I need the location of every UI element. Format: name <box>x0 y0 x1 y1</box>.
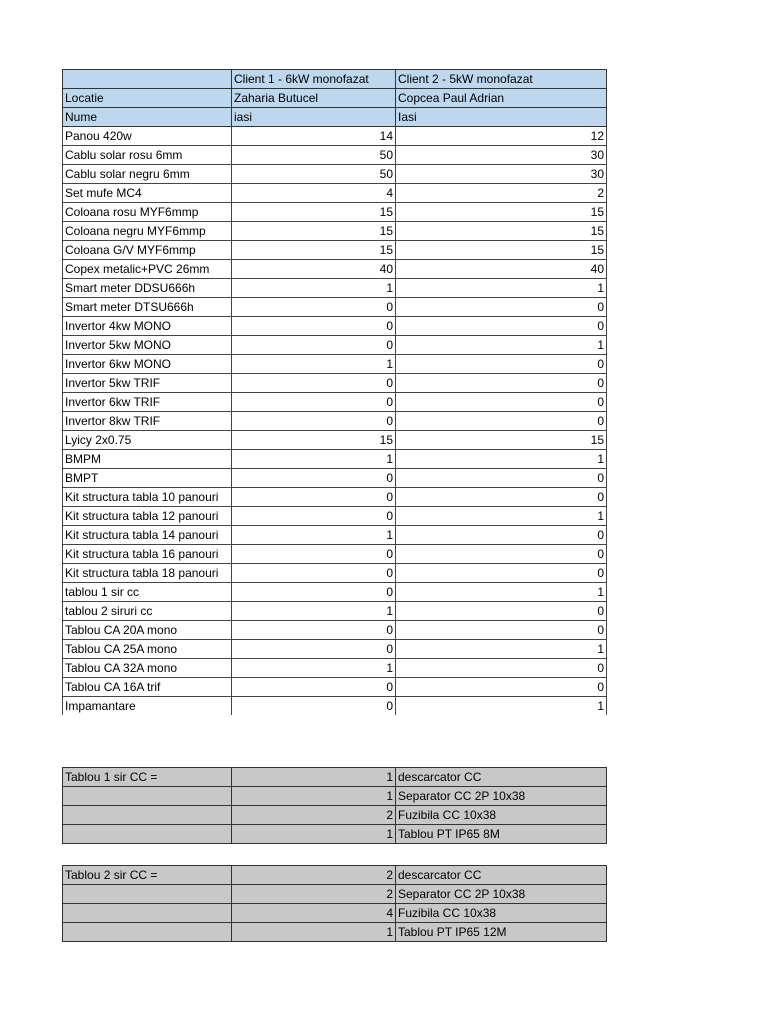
table-row <box>63 787 607 806</box>
table-row <box>63 393 607 412</box>
item-name-cell[interactable]: Invertor 5kw MONO <box>63 336 232 355</box>
item-qty-client1-cell[interactable]: 50 <box>232 165 396 184</box>
table-row <box>63 336 607 355</box>
item-name-cell[interactable]: Kit structura tabla 10 panouri <box>63 488 232 507</box>
item-name-cell[interactable]: Tablou CA 25A mono <box>63 640 232 659</box>
header-cell-locatie-client1[interactable]: Zaharia Butucel <box>232 89 396 108</box>
table-row <box>63 146 607 165</box>
component-qty-cell[interactable]: 2 <box>232 866 396 885</box>
item-name-cell[interactable]: tablou 1 sir cc <box>63 583 232 602</box>
item-name-cell[interactable]: Coloana negru MYF6mmp <box>63 222 232 241</box>
item-name-cell[interactable]: Coloana G/V MYF6mmp <box>63 241 232 260</box>
item-qty-client1-cell[interactable]: 50 <box>232 146 396 165</box>
item-qty-client1-cell[interactable]: 0 <box>232 374 396 393</box>
item-name-cell[interactable]: BMPM <box>63 450 232 469</box>
empty-cell[interactable] <box>63 806 232 825</box>
tablou-label-cell[interactable]: Tablou 2 sir CC = <box>63 866 232 885</box>
item-qty-client2-cell[interactable]: 0 <box>396 564 607 583</box>
table-row <box>63 825 607 844</box>
item-qty-client1-cell[interactable]: 4 <box>232 184 396 203</box>
item-name-cell[interactable]: Cablu solar negru 6mm <box>63 165 232 184</box>
table-row <box>63 260 607 279</box>
table-row <box>63 885 607 904</box>
table-row <box>63 127 607 146</box>
item-qty-client1-cell[interactable]: 1 <box>232 526 396 545</box>
item-name-cell[interactable]: Set mufe MC4 <box>63 184 232 203</box>
item-qty-client1-cell[interactable]: 1 <box>232 279 396 298</box>
table-row <box>63 203 607 222</box>
item-qty-client1-cell[interactable]: 14 <box>232 127 396 146</box>
table-row <box>63 279 607 298</box>
item-qty-client2-cell[interactable]: 0 <box>396 659 607 678</box>
item-qty-client2-cell[interactable]: 1 <box>396 450 607 469</box>
item-qty-client2-cell[interactable]: 2 <box>396 184 607 203</box>
item-qty-client2-cell[interactable]: 0 <box>396 602 607 621</box>
item-qty-client1-cell[interactable]: 0 <box>232 640 396 659</box>
item-name-cell[interactable]: Invertor 6kw TRIF <box>63 393 232 412</box>
header-cell-client1[interactable]: Client 1 - 6kW monofazat <box>232 70 396 89</box>
item-qty-client2-cell[interactable]: 1 <box>396 583 607 602</box>
item-qty-client2-cell[interactable]: 1 <box>396 697 607 716</box>
header-row-locatie <box>63 89 607 108</box>
item-name-cell[interactable]: Kit structura tabla 14 panouri <box>63 526 232 545</box>
component-qty-cell[interactable]: 2 <box>232 806 396 825</box>
item-name-cell[interactable]: Copex metalic+PVC 26mm <box>63 260 232 279</box>
table-row <box>63 241 607 260</box>
table-row <box>63 488 607 507</box>
table-row <box>63 374 607 393</box>
component-desc-cell[interactable]: Fuzibila CC 10x38 <box>396 904 607 923</box>
component-desc-cell[interactable]: Fuzibila CC 10x38 <box>396 806 607 825</box>
table-row <box>63 659 607 678</box>
item-qty-client1-cell[interactable]: 0 <box>232 621 396 640</box>
item-qty-client1-cell[interactable]: 1 <box>232 355 396 374</box>
item-qty-client2-cell[interactable]: 0 <box>396 412 607 431</box>
item-qty-client1-cell[interactable]: 15 <box>232 222 396 241</box>
header-row-clients <box>63 70 607 89</box>
item-name-cell[interactable]: Invertor 8kw TRIF <box>63 412 232 431</box>
item-qty-client2-cell[interactable]: 0 <box>396 488 607 507</box>
item-qty-client1-cell[interactable]: 15 <box>232 431 396 450</box>
item-name-cell[interactable]: Lyicy 2x0.75 <box>63 431 232 450</box>
table-row <box>63 184 607 203</box>
item-name-cell[interactable]: Invertor 4kw MONO <box>63 317 232 336</box>
component-qty-cell[interactable]: 1 <box>232 923 396 942</box>
item-qty-client2-cell[interactable]: 0 <box>396 469 607 488</box>
item-name-cell[interactable]: Panou 420w <box>63 127 232 146</box>
item-name-cell[interactable]: Tablou CA 20A mono <box>63 621 232 640</box>
table-row <box>63 621 607 640</box>
table-row <box>63 640 607 659</box>
component-qty-cell[interactable]: 1 <box>232 787 396 806</box>
item-qty-client2-cell[interactable]: 0 <box>396 393 607 412</box>
header-cell-nume-label[interactable]: Nume <box>63 108 232 127</box>
item-qty-client1-cell[interactable]: 1 <box>232 602 396 621</box>
tablou-1-sir-table <box>62 767 607 844</box>
item-name-cell[interactable]: Kit structura tabla 16 panouri <box>63 545 232 564</box>
item-qty-client2-cell[interactable]: 12 <box>396 127 607 146</box>
item-name-cell[interactable]: Invertor 6kw MONO <box>63 355 232 374</box>
table-row <box>63 317 607 336</box>
item-qty-client2-cell[interactable]: 0 <box>396 298 607 317</box>
item-name-cell[interactable]: BMPT <box>63 469 232 488</box>
item-qty-client2-cell[interactable]: 15 <box>396 431 607 450</box>
empty-cell[interactable] <box>63 923 232 942</box>
item-qty-client2-cell[interactable]: 15 <box>396 203 607 222</box>
table-row <box>63 165 607 184</box>
item-qty-client2-cell[interactable]: 0 <box>396 317 607 336</box>
item-name-cell[interactable]: Impamantare <box>63 697 232 716</box>
header-cell-locatie-client2[interactable]: Copcea Paul Adrian <box>396 89 607 108</box>
table-row <box>63 450 607 469</box>
item-qty-client2-cell[interactable]: 1 <box>396 279 607 298</box>
item-name-cell[interactable]: Cablu solar rosu 6mm <box>63 146 232 165</box>
header-cell-locatie-label[interactable]: Locatie <box>63 89 232 108</box>
item-qty-client2-cell[interactable]: 0 <box>396 678 607 697</box>
item-name-cell[interactable]: Smart meter DDSU666h <box>63 279 232 298</box>
table-row <box>63 355 607 374</box>
item-qty-client2-cell[interactable]: 0 <box>396 355 607 374</box>
item-qty-client2-cell[interactable]: 1 <box>396 640 607 659</box>
item-qty-client2-cell[interactable]: 1 <box>396 336 607 355</box>
item-qty-client2-cell[interactable]: 0 <box>396 621 607 640</box>
tablou-2-sir-table <box>62 865 607 942</box>
table-row <box>63 866 607 885</box>
item-qty-client1-cell[interactable]: 0 <box>232 336 396 355</box>
item-qty-client2-cell[interactable]: 30 <box>396 165 607 184</box>
component-desc-cell[interactable]: Tablou PT IP65 12M <box>396 923 607 942</box>
item-qty-client2-cell[interactable]: 15 <box>396 241 607 260</box>
item-name-cell[interactable]: Smart meter DTSU666h <box>63 298 232 317</box>
table-row <box>63 469 607 488</box>
item-qty-client1-cell[interactable]: 0 <box>232 393 396 412</box>
table-row <box>63 412 607 431</box>
item-qty-client2-cell[interactable]: 0 <box>396 526 607 545</box>
item-name-cell[interactable]: Invertor 5kw TRIF <box>63 374 232 393</box>
materials-table <box>62 69 607 715</box>
component-desc-cell[interactable]: Separator CC 2P 10x38 <box>396 787 607 806</box>
component-desc-cell[interactable]: descarcator CC <box>396 866 607 885</box>
table-row <box>63 602 607 621</box>
table-row <box>63 507 607 526</box>
item-qty-client1-cell[interactable]: 15 <box>232 241 396 260</box>
item-qty-client1-cell[interactable]: 0 <box>232 564 396 583</box>
item-qty-client1-cell[interactable]: 0 <box>232 507 396 526</box>
table-row <box>63 545 607 564</box>
empty-cell[interactable] <box>63 904 232 923</box>
table-row <box>63 923 607 942</box>
table-row <box>63 222 607 241</box>
item-qty-client2-cell[interactable]: 15 <box>396 222 607 241</box>
item-qty-client1-cell[interactable]: 1 <box>232 659 396 678</box>
item-name-cell[interactable]: Kit structura tabla 12 panouri <box>63 507 232 526</box>
item-qty-client1-cell[interactable]: 0 <box>232 545 396 564</box>
item-qty-client1-cell[interactable]: 0 <box>232 317 396 336</box>
component-desc-cell[interactable]: descarcator CC <box>396 768 607 787</box>
item-qty-client2-cell[interactable]: 30 <box>396 146 607 165</box>
item-qty-client2-cell[interactable]: 1 <box>396 507 607 526</box>
item-qty-client1-cell[interactable]: 1 <box>232 450 396 469</box>
component-qty-cell[interactable]: 1 <box>232 825 396 844</box>
header-cell-client2[interactable]: Client 2 - 5kW monofazat <box>396 70 607 89</box>
component-qty-cell[interactable]: 2 <box>232 885 396 904</box>
table-row <box>63 806 607 825</box>
item-qty-client1-cell[interactable]: 0 <box>232 678 396 697</box>
header-row-nume <box>63 108 607 127</box>
item-name-cell[interactable]: Tablou CA 32A mono <box>63 659 232 678</box>
component-qty-cell[interactable]: 4 <box>232 904 396 923</box>
item-qty-client1-cell[interactable]: 40 <box>232 260 396 279</box>
component-desc-cell[interactable]: Tablou PT IP65 8M <box>396 825 607 844</box>
item-name-cell[interactable]: Tablou CA 16A trif <box>63 678 232 697</box>
header-cell-nume-client2[interactable]: Iasi <box>396 108 607 127</box>
item-name-cell[interactable]: tablou 2 siruri cc <box>63 602 232 621</box>
item-qty-client1-cell[interactable]: 0 <box>232 488 396 507</box>
table-row <box>63 564 607 583</box>
item-qty-client1-cell[interactable]: 0 <box>232 697 396 716</box>
empty-cell[interactable] <box>63 885 232 904</box>
item-name-cell[interactable]: Kit structura tabla 18 panouri <box>63 564 232 583</box>
item-qty-client2-cell[interactable]: 0 <box>396 374 607 393</box>
table-row <box>63 678 607 697</box>
item-name-cell[interactable]: Coloana rosu MYF6mmp <box>63 203 232 222</box>
component-qty-cell[interactable]: 1 <box>232 768 396 787</box>
table-row <box>63 768 607 787</box>
table-row <box>63 526 607 545</box>
table-row <box>63 583 607 602</box>
header-cell[interactable] <box>63 70 232 89</box>
table-row <box>63 298 607 317</box>
item-qty-client1-cell[interactable]: 0 <box>232 469 396 488</box>
empty-cell[interactable] <box>63 825 232 844</box>
table-row <box>63 697 607 716</box>
item-qty-client2-cell[interactable]: 0 <box>396 545 607 564</box>
item-qty-client1-cell[interactable]: 0 <box>232 583 396 602</box>
empty-cell[interactable] <box>63 787 232 806</box>
item-qty-client2-cell[interactable]: 40 <box>396 260 607 279</box>
table-row <box>63 431 607 450</box>
component-desc-cell[interactable]: Separator CC 2P 10x38 <box>396 885 607 904</box>
item-qty-client1-cell[interactable]: 0 <box>232 298 396 317</box>
table-row <box>63 904 607 923</box>
tablou-label-cell[interactable]: Tablou 1 sir CC = <box>63 768 232 787</box>
item-qty-client1-cell[interactable]: 15 <box>232 203 396 222</box>
header-cell-nume-client1[interactable]: iasi <box>232 108 396 127</box>
item-qty-client1-cell[interactable]: 0 <box>232 412 396 431</box>
